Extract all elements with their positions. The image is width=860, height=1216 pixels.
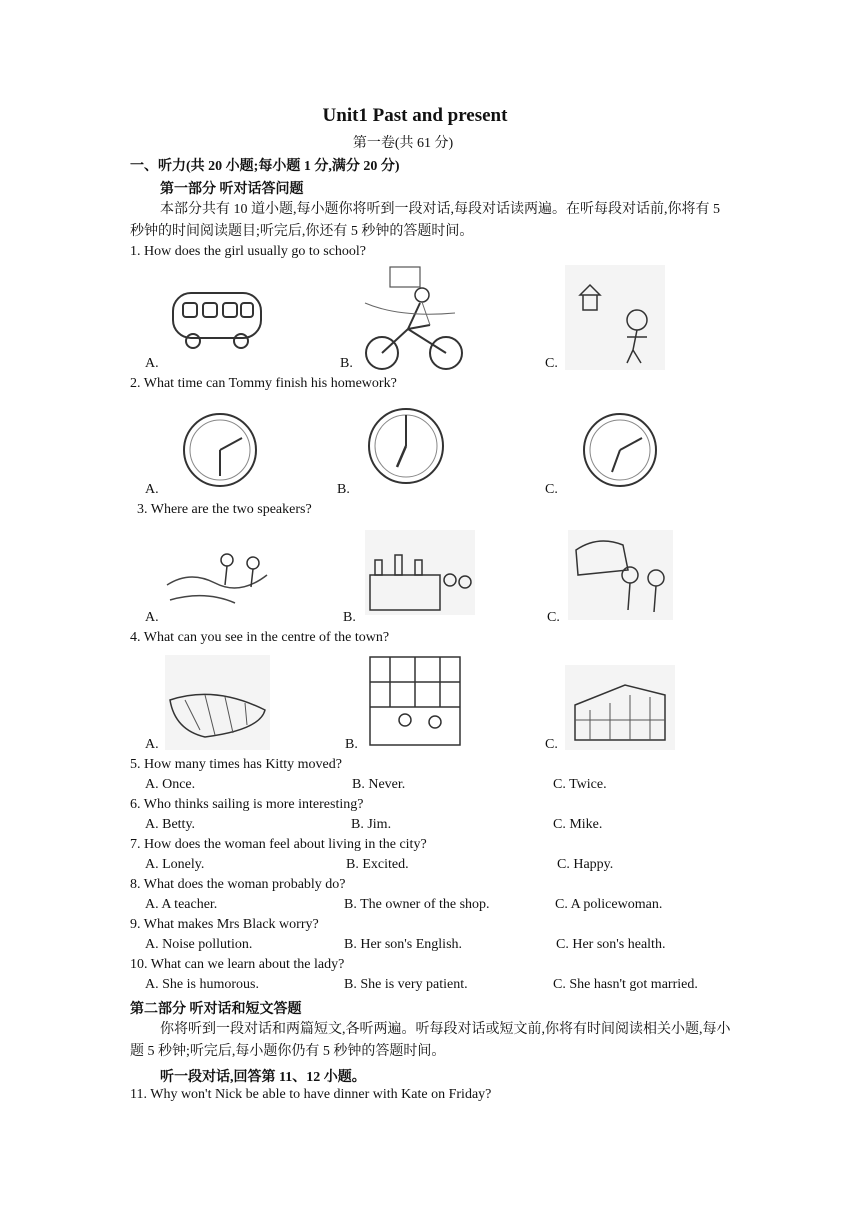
option-b: B. She is very patient. (344, 977, 468, 992)
question-1: 1. How does the girl usually go to school? (130, 244, 367, 259)
clock-icon (580, 410, 660, 490)
question-4: 4. What can you see in the centre of the town? (130, 630, 390, 645)
option-a: A. She is humorous. (145, 977, 259, 992)
question-9: 9. What makes Mrs Black worry? (130, 917, 319, 932)
option-label: B. (340, 356, 353, 371)
option-c: C. Happy. (557, 857, 614, 872)
option-a: A. Once. (145, 777, 196, 792)
question-7: 7. How does the woman feel about living in the city? (130, 837, 427, 852)
option-label: A. (145, 482, 159, 497)
option-label: A. (145, 737, 159, 752)
option-b: B. Excited. (346, 857, 409, 872)
question-8: 8. What does the woman probably do? (130, 877, 346, 892)
part2-heading: 第二部分 听对话和短文答题 (130, 1002, 302, 1017)
countryside-icon (165, 545, 270, 610)
page-title: Unit1 Past and present (322, 105, 508, 126)
question-6: 6. Who thinks sailing is more interesting? (130, 797, 364, 812)
option-label: C. (547, 610, 560, 625)
option-c: C. Her son's health. (556, 937, 666, 952)
option-a: A. A teacher. (145, 897, 218, 912)
option-a: A. Lonely. (145, 857, 205, 872)
option-label: B. (345, 737, 358, 752)
option-b: B. Never. (352, 777, 406, 792)
option-c: C. Twice. (553, 777, 607, 792)
stadium-icon (165, 655, 270, 750)
question-2: 2. What time can Tommy finish his homework? (130, 376, 397, 391)
question-3: 3. Where are the two speakers? (137, 502, 312, 517)
part2-instructions: 你将听到一段对话和两篇短文,各听两遍。听每段对话或短文前,你将有时间阅读相关小题,每小题 5 秒钟;听完后,每小题你仍有 5 秒钟的答题时间。 (130, 1022, 731, 1059)
clock-icon (365, 405, 447, 487)
option-label: A. (145, 610, 159, 625)
factory-icon (365, 530, 475, 615)
question-5: 5. How many times has Kitty moved? (130, 757, 342, 772)
option-a: A. Noise pollution. (145, 937, 253, 952)
option-c: C. She hasn't got married. (553, 977, 698, 992)
option-label: C. (545, 737, 558, 752)
question-11: 11. Why won't Nick be able to have dinner with Kate on Friday? (130, 1087, 492, 1102)
option-label: A. (145, 356, 159, 371)
option-c: C. Mike. (553, 817, 603, 832)
part2-sub-heading: 听一段对话,回答第 11、12 小题。 (160, 1070, 366, 1085)
bicycle-icon (360, 263, 470, 371)
option-label: B. (343, 610, 356, 625)
option-label: C. (545, 356, 558, 371)
option-label: B. (337, 482, 350, 497)
option-b: B. The owner of the shop. (344, 897, 490, 912)
part1-heading: 第一部分 听对话答问题 (160, 182, 304, 197)
question-10: 10. What can we learn about the lady? (130, 957, 345, 972)
park-icon (568, 530, 673, 620)
option-label: C. (545, 482, 558, 497)
walking-girl-icon (565, 265, 665, 370)
option-b: B. Her son's English. (344, 937, 463, 952)
building-icon (565, 665, 675, 750)
section-heading: 一、听力(共 20 小题;每小题 1 分,满分 20 分) (130, 159, 400, 174)
market-icon (365, 652, 465, 750)
option-c: C. A policewoman. (555, 897, 663, 912)
clock-icon (180, 410, 260, 490)
bus-icon (165, 285, 270, 355)
option-b: B. Jim. (351, 817, 392, 832)
option-a: A. Betty. (145, 817, 196, 832)
part1-instructions: 本部分共有 10 道小题,每小题你将听到一段对话,每段对话读两遍。在听每段对话前,你将有 5 秒钟的时间阅读题目;听完后,你还有 5 秒钟的答题时间。 (130, 202, 720, 239)
page-subtitle: 第一卷(共 61 分) (352, 136, 454, 151)
